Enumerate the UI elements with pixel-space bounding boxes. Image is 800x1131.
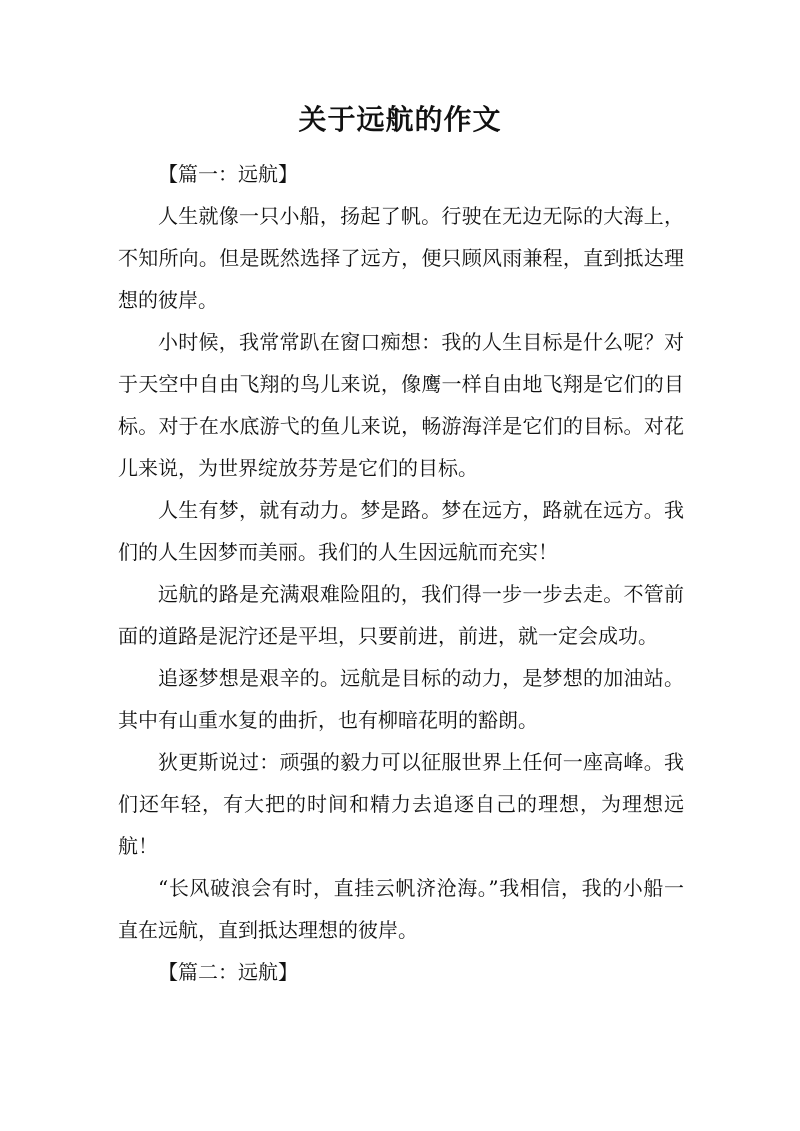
paragraph: 小时候，我常常趴在窗口痴想：我的人生目标是什么呢？对于天空中自由飞翔的鸟儿来说，像鹰一样自由地飞翔是它们的目标。对于在水底游弋的鱼儿来说，畅游海洋是它们的目标。对花儿来说，为世界绽放芬芳是它们的目标。 xyxy=(118,330,684,480)
paragraph: 狄更斯说过：顽强的毅力可以征服世界上任何一座高峰。我们还年轻，有大把的时间和精力去追逐自己的理想，为理想远航！ xyxy=(118,750,684,858)
section-heading-2: 【篇二：远航】 xyxy=(158,960,298,984)
paragraph: 人生有梦，就有动力。梦是路。梦在远方，路就在远方。我们的人生因梦而美丽。我们的人生因远航而充实！ xyxy=(118,498,684,564)
paragraph: 人生就像一只小船，扬起了帆。行驶在无边无际的大海上，不知所向。但是既然选择了远方，便只顾风雨兼程，直到抵达理想的彼岸。 xyxy=(118,204,684,312)
document-title: 关于远航的作文 xyxy=(298,103,502,136)
paragraph: 远航的路是充满艰难险阻的，我们得一步一步去走。不管前面的道路是泥泞还是平坦，只要前进，前进，就一定会成功。 xyxy=(118,582,684,648)
document-body xyxy=(118,153,684,993)
paragraph: “长风破浪会有时，直挂云帆济沧海。”我相信，我的小船一直在远航，直到抵达理想的彼岸。 xyxy=(118,876,684,942)
section-heading-1: 【篇一：远航】 xyxy=(158,162,298,186)
paragraph: 追逐梦想是艰辛的。远航是目标的动力，是梦想的加油站。其中有山重水复的曲折，也有柳暗花明的豁朗。 xyxy=(118,666,684,732)
